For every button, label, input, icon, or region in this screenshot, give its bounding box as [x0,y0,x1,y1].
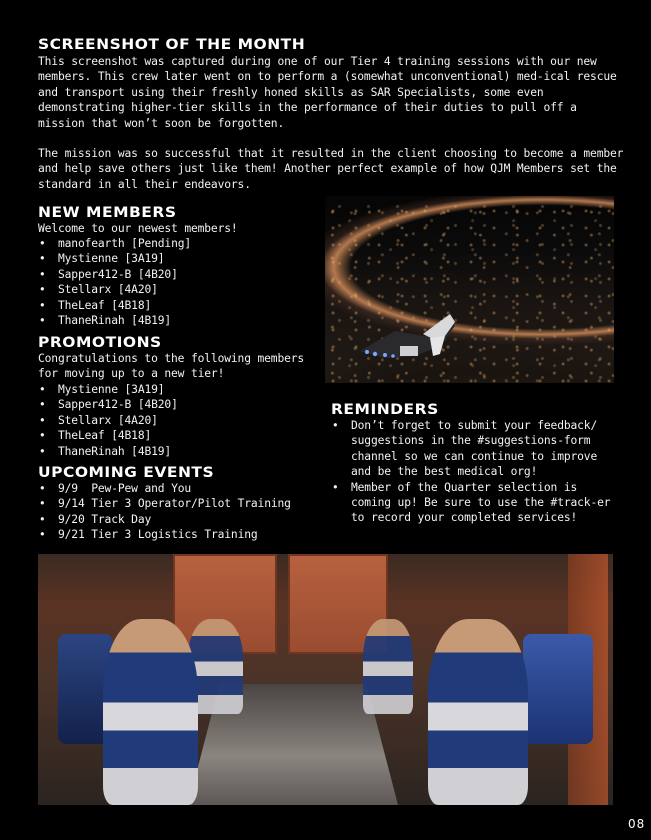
crew-member [363,619,413,714]
list-item: • 9/14 Tier 3 Operator/Pilot Training [38,496,291,511]
intro-paragraph-1: This screenshot was captured during one of our Tier 4 training sessions with our new members. This crew later went on to perform a (somewhat unconventional) med-ical rescue and transport using their freshly honed skills as SAR Specialists, some even demonstrating higher-tier skills in the performance of their duties to pull off a mission that won’t soon be forgotten. [38,55,624,130]
list-item: • Don’t forget to submit your feedback/ suggestions in the #suggestions-form channel so we can continue to improve and be the best medical org! [331,418,621,480]
list-item: • 9/9 Pew-Pew and You [38,481,291,496]
screenshot-ship-over-planet [325,196,614,383]
list-item: • manofearth [Pending] [38,236,191,251]
list-item: • 9/20 Track Day [38,512,291,527]
reminders-list [331,418,621,526]
screenshot-crew-at-table [38,554,613,805]
list-item: • Mystienne [3A19] [38,251,191,266]
page-number: 08 [628,817,646,831]
promotions-list [38,382,178,459]
section-title-new-members: NEW MEMBERS [38,204,177,221]
upcoming-events-list [38,481,291,543]
section-title-screenshot-of-the-month: SCREENSHOT OF THE MONTH [38,36,306,53]
spaceship-icon [355,306,470,366]
new-members-subtitle: Welcome to our newest members! [38,222,238,235]
section-title-promotions: PROMOTIONS [38,334,162,351]
list-item: • Member of the Quarter selection is coming up! Be sure to use the #track-er to record your completed services! [331,480,621,526]
crew-member [428,619,528,805]
list-item: • TheLeaf [4B18] [38,298,191,313]
list-item: • Sapper412-B [4B20] [38,397,178,412]
list-item: • ThaneRinah [4B19] [38,313,191,328]
list-item: • 9/21 Tier 3 Logistics Training [38,527,291,542]
list-item: • Sapper412-B [4B20] [38,267,191,282]
list-item: • Mystienne [3A19] [38,382,178,397]
list-item: • Stellarx [4A20] [38,282,191,297]
list-item: • TheLeaf [4B18] [38,428,178,443]
new-members-list [38,236,191,328]
promotions-subtitle: Congratulations to the following members for moving up to a new tier! [38,352,311,381]
backpack [523,634,593,744]
intro-paragraph-2: The mission was so successful that it resulted in the client choosing to become a member and help save others just like them! Another perfect example of how QJM Members set the standard in all their endeavors. [38,147,630,191]
section-title-upcoming-events: UPCOMING EVENTS [38,464,215,481]
list-item: • Stellarx [4A20] [38,413,178,428]
list-item: • ThaneRinah [4B19] [38,444,178,459]
crew-member [103,619,198,805]
section-title-reminders: REMINDERS [331,401,439,418]
